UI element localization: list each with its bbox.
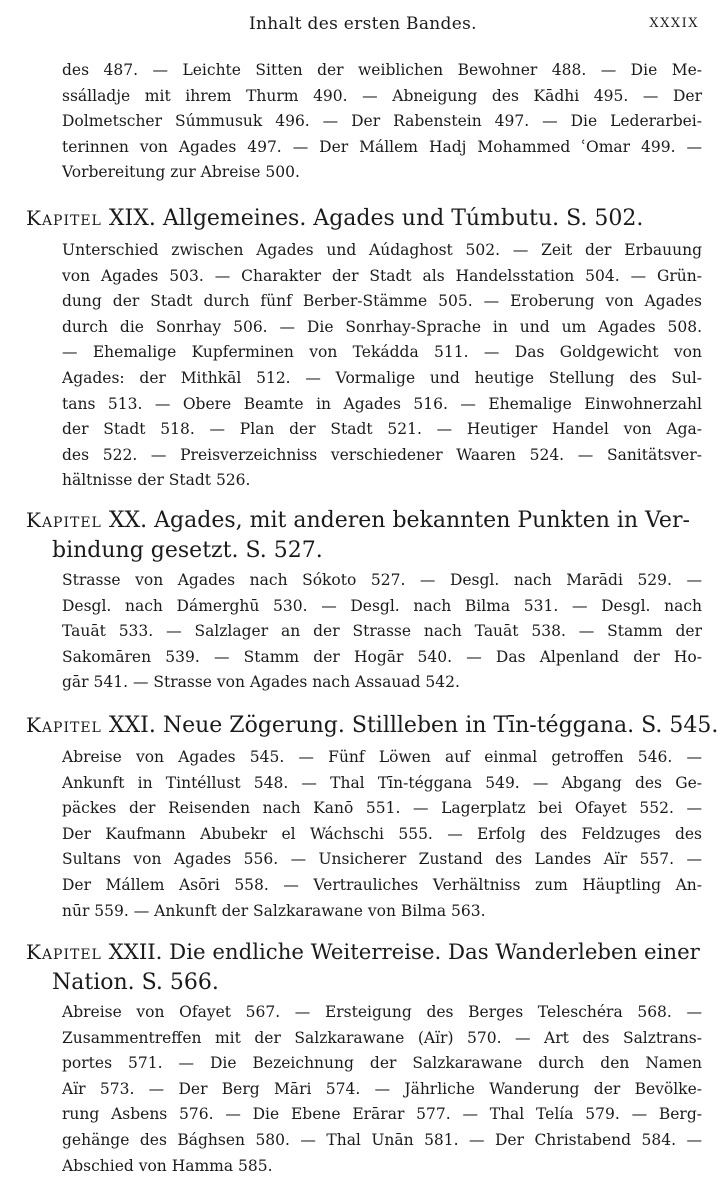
text-line: Sakomāren 539. — Stamm der Hogār 540. — Das Alpenland der Ho- <box>62 647 702 666</box>
text-line: Zusammentreffen mit der Salzkarawane (Aïr) 570. — Art des Salztrans- <box>62 1028 702 1047</box>
chapter-heading-xx <box>26 505 701 566</box>
text-line: Sultans von Agades 556. — Unsicherer Zustand des Landes Aïr 557. — <box>62 850 702 869</box>
chapter-label: Kapitel <box>26 713 102 737</box>
text-line: von Agades 503. — Charakter der Stadt als Handelsstation 504. — Grün- <box>62 266 702 285</box>
text-line: päckes der Reisenden nach Kanō 551. — Lagerplatz bei Ofayet 552. — <box>62 799 702 818</box>
running-header <box>0 8 721 38</box>
chapter-heading-xxi <box>26 710 719 741</box>
chapter-label: Kapitel <box>26 206 102 230</box>
chapter-summary-xx <box>62 568 702 696</box>
chapter-title: XXI. Neue Zögerung. Stillleben in Tīn-téggana. S. 545. <box>108 713 719 738</box>
text-line: durch die Sonrhay 506. — Die Sonrhay-Sprache in und um Agades 508. <box>62 317 702 336</box>
text-line: rung Asbens 576. — Die Ebene Erārar 577. — Thal Telía 579. — Berg- <box>62 1105 702 1124</box>
chapter-title: XIX. Allgemeines. Agades und Túmbutu. S. 502. <box>108 206 644 231</box>
text-line: Unterschied zwischen Agades und Aúdaghost 502. — Zeit der Erbauung <box>62 241 702 259</box>
text-line: Abreise von Agades 545. — Fünf Löwen auf einmal getroffen 546. — <box>62 748 702 766</box>
text-line: terinnen von Agades 497. — Der Mállem Hadj Mohammed ʿOmar 499. — <box>62 137 702 156</box>
intro-paragraph <box>62 58 702 186</box>
text-line: des 487. — Leichte Sitten der weiblichen Bewohner 488. — Die Me- <box>62 61 702 79</box>
text-line: Vorbereitung zur Abreise 500. <box>62 163 300 182</box>
text-line: Der Kaufmann Abubekr el Wáchschi 555. — Erfolg des Feldzuges des <box>62 824 702 843</box>
text-line: hältnisse der Stadt 526. <box>62 471 251 490</box>
text-line: portes 571. — Die Bezeichnung der Salzkarawane durch den Namen <box>62 1054 702 1073</box>
text-line: Dolmetscher Súmmusuk 496. — Der Rabenstein 497. — Die Lederarbei- <box>62 112 702 131</box>
text-line: gār 541. — Strasse von Agades nach Assauad 542. <box>62 673 460 692</box>
running-title: Inhalt des ersten Bandes. <box>249 14 477 34</box>
chapter-title: XXII. Die endliche Weiterreise. Das Wanderleben einer <box>108 940 700 965</box>
text-line: Ankunft in Tintéllust 548. — Thal Tīn-téggana 549. — Abgang des Ge- <box>62 773 702 792</box>
text-line: Strasse von Agades nach Sókoto 527. — Desgl. nach Marādi 529. — <box>62 571 702 589</box>
text-line: gehänge des Bághsen 580. — Thal Unān 581. — Der Christabend 584. — <box>62 1130 702 1149</box>
text-line: nūr 559. — Ankunft der Salzkarawane von Bilma 563. <box>62 901 486 920</box>
text-line: — Ehemalige Kupferminen von Tekádda 511. — Das Goldgewicht von <box>62 343 702 362</box>
text-line: Abreise von Ofayet 567. — Ersteigung des Berges Teleschéra 568. — <box>62 1003 702 1021</box>
text-line: Der Mállem Asōri 558. — Vertrauliches Verhältniss zum Häuptling An- <box>62 875 702 894</box>
text-line: Aïr 573. — Der Berg Māri 574. — Jährliche Wanderung der Bevölke- <box>62 1079 702 1098</box>
text-line: der Stadt 518. — Plan der Stadt 521. — Heutiger Handel von Aga- <box>62 420 702 439</box>
text-line: dung der Stadt durch fünf Berber-Stämme 505. — Eroberung von Agades <box>62 292 702 311</box>
chapter-title-continued: Nation. S. 566. <box>52 970 219 995</box>
text-line: Agades: der Mithkāl 512. — Vormalige und heutige Stellung des Sul- <box>62 368 702 387</box>
text-line: Abschied von Hamma 585. <box>62 1156 273 1175</box>
chapter-summary-xxii <box>62 1000 702 1179</box>
chapter-heading-xxii <box>26 937 701 998</box>
chapter-title-continued: bindung gesetzt. S. 527. <box>52 538 323 563</box>
chapter-label: Kapitel <box>26 508 102 532</box>
chapter-title: XX. Agades, mit anderen bekannten Punkten in Ver- <box>108 508 690 533</box>
chapter-label: Kapitel <box>26 940 102 964</box>
chapter-summary-xix <box>62 238 702 494</box>
chapter-summary-xxi <box>62 745 702 924</box>
page-number: XXXIX <box>649 16 699 31</box>
chapter-heading-xix <box>26 203 701 234</box>
text-line: Tauāt 533. — Salzlager an der Strasse nach Tauāt 538. — Stamm der <box>62 622 702 641</box>
text-line: ssálladje mit ihrem Thurm 490. — Abneigung des Kādhi 495. — Der <box>62 86 702 105</box>
text-line: Desgl. nach Dámerghū 530. — Desgl. nach Bilma 531. — Desgl. nach <box>62 596 702 615</box>
text-line: des 522. — Preisverzeichniss verschiedener Waaren 524. — Sanitätsver- <box>62 445 702 464</box>
text-line: tans 513. — Obere Beamte in Agades 516. — Ehemalige Einwohnerzahl <box>62 394 702 413</box>
